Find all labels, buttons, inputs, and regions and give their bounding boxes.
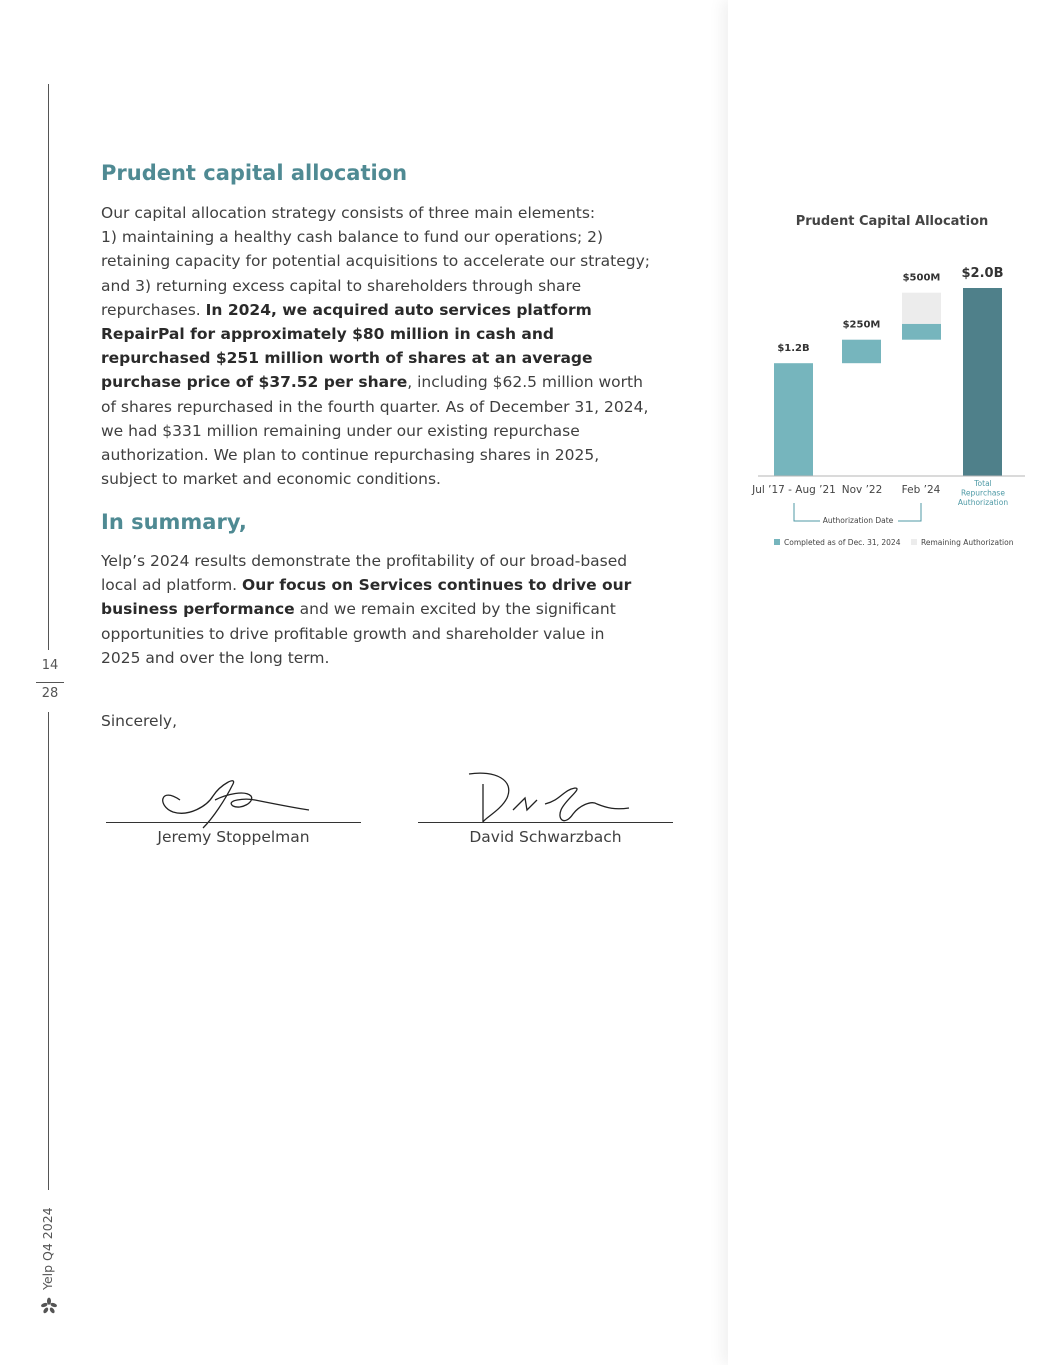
closing-salutation: Sincerely, [101, 712, 178, 730]
value-label-jul17-aug21: $1.2B [777, 343, 810, 355]
legend-label-remaining: Remaining Authorization [921, 538, 1014, 547]
rail-line-bottom [48, 712, 49, 1190]
value-label-feb24: $500M [902, 272, 941, 284]
category-label-jul17-aug21: Jul ’17 - Aug ’21 [752, 484, 836, 496]
value-label-total: $2.0B [961, 266, 1004, 281]
value-label-nov22: $250M [842, 319, 881, 331]
chart-title: Prudent Capital Allocation [795, 214, 989, 229]
signer-name-1: Jeremy Stoppelman [157, 828, 310, 846]
section-heading-capital-allocation: Prudent capital allocation [101, 161, 408, 185]
signature-line-2 [418, 822, 673, 823]
signature-line-1 [106, 822, 361, 823]
capital-allocation-paragraph [101, 201, 653, 491]
page-number-current: 14 [41, 658, 59, 673]
page-number-total: 28 [41, 686, 59, 701]
category-label-total-line: Authorization [957, 498, 1009, 507]
category-label-nov22: Nov ’22 [841, 484, 883, 496]
legend-swatch-remaining [911, 539, 917, 545]
paragraph-text: Yelp’s 2024 results demonstrate the profitability of our broad-based local ad platform. [101, 552, 628, 595]
yelp-burst-icon [40, 1297, 58, 1315]
summary-paragraph [101, 549, 641, 670]
category-label-total-line: Total [974, 479, 992, 488]
category-label-total-line: Repurchase [961, 488, 1005, 498]
brand-label: Yelp Q4 2024 [40, 1207, 55, 1290]
legend-label-completed: Completed as of Dec. 31, 2024 [784, 538, 901, 547]
paragraph-text-cont: and we remain excited by the significant opportunities to drive profitable growth and shareholder value in 2025 and over the long term. [101, 600, 616, 667]
bar-jul17-aug21 [774, 363, 813, 476]
paragraph-text: 1) maintaining a healthy cash balance to fund our operations; 2) retaining capacity for potential acquisitions to accelerate our strategy; and 3) returning excess capital to shareholders through share repurchases. [101, 228, 651, 319]
bar-feb24-completed [902, 324, 941, 340]
section-heading-summary: In summary, [101, 510, 247, 534]
category-label-feb24: Feb ’24 [901, 484, 941, 496]
capital-allocation-chart [740, 200, 1040, 560]
paragraph-text-cont: , including $62.5 million worth of shares repurchased in the fourth quarter. As of December 31, 2024, we had $331 million remaining under our existing repurchase authorization. We plan to continue repurchasing shares in 2025, subject to market and economic conditions. [101, 373, 649, 489]
legend-swatch-completed [774, 539, 780, 545]
signer-name-2: David Schwarzbach [469, 828, 622, 846]
paragraph-line-intro: Our capital allocation strategy consists of three main elements: [101, 204, 596, 222]
rail-line-top [48, 84, 49, 650]
paragraph-bold-text: In 2024, we acquired auto services platform RepairPal for approximately $80 million in cash and repurchased $251 million worth of shares at an average purchase price of $37.52 per share [101, 300, 593, 392]
bar-nov22 [842, 340, 881, 364]
authorization-date-label: Authorization Date [822, 516, 894, 525]
category-label-total [958, 479, 1008, 507]
paragraph-bold-text: Our focus on Services continues to drive our business performance [101, 576, 632, 619]
bar-total-authorization [963, 288, 1002, 476]
page-number-divider [36, 682, 64, 683]
bar-feb24-remaining [902, 293, 941, 324]
